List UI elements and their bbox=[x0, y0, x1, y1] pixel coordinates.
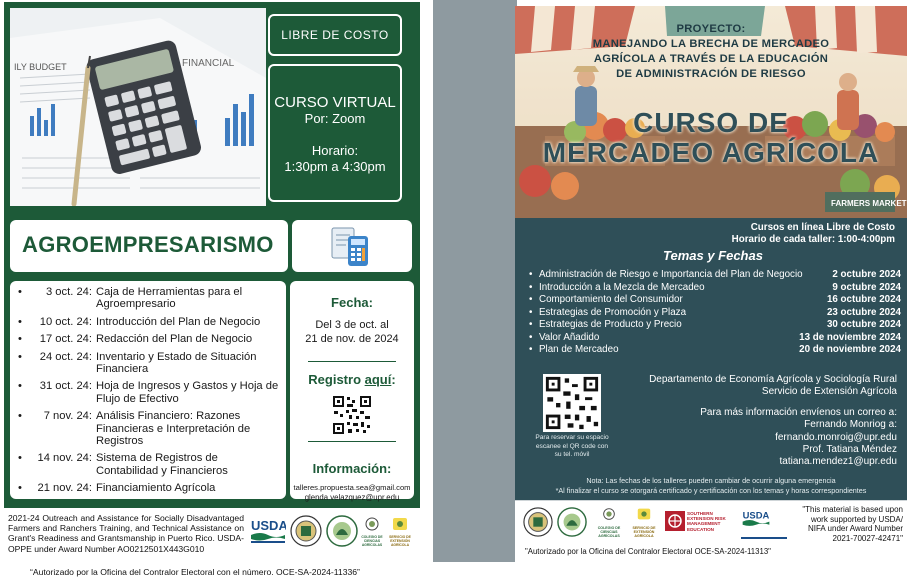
list-item: • Plan de Mercadeo 20 de noviembre 2024 bbox=[529, 344, 901, 355]
topic-name: Comportamiento del Consumidor bbox=[539, 294, 683, 305]
project-header bbox=[515, 22, 907, 82]
qr-caption-line: Para reservar su espacio bbox=[535, 434, 609, 441]
register-link[interactable]: aquí bbox=[364, 372, 392, 387]
srmec-logo-text: SOUTHERN EXTENSION RISK MANAGEMENT EDUCATION bbox=[687, 511, 726, 532]
college-logo-text: COLEGIO DE CIENCIAS AGRÍCOLAS bbox=[361, 535, 383, 547]
topic-date: 2 octubre 2024 bbox=[832, 269, 901, 280]
list-item: • Comportamiento del Consumidor 16 octubre 2024 bbox=[529, 294, 901, 305]
seal-icon bbox=[290, 515, 322, 547]
contact-email[interactable]: tatiana.mendez1@upr.edu bbox=[779, 456, 897, 468]
schedule-time: 1:30pm a 4:30pm bbox=[284, 159, 386, 174]
funding-line: 2021-70027-42471" bbox=[832, 533, 903, 543]
course-title bbox=[515, 108, 907, 168]
funding-statement bbox=[795, 505, 903, 543]
notes bbox=[515, 476, 907, 495]
session-topic: Introducción del Plan de Negocio bbox=[96, 315, 261, 328]
session-date: 7 nov. 24: bbox=[43, 410, 92, 423]
seal-icon bbox=[523, 507, 553, 537]
gray-side-panel bbox=[433, 0, 517, 562]
funding-line: "This material is based upon bbox=[802, 505, 903, 514]
session-list bbox=[16, 286, 282, 495]
date-register-info-box bbox=[290, 281, 414, 502]
qr-code-icon bbox=[543, 374, 601, 432]
agroempresarismo-flyer bbox=[0, 0, 424, 585]
session-date: 10 oct. 24: bbox=[39, 315, 92, 328]
mercadeo-agricola-flyer bbox=[433, 0, 912, 585]
session-topic: Hoja de Ingresos y Gastos y Hoja de Flujo de Efectivo bbox=[96, 380, 279, 405]
project-title-line: DE ADMINISTRACIÓN DE RIESGO bbox=[616, 68, 806, 80]
qr-caption bbox=[525, 434, 619, 460]
list-item: • Estrategias de Producto y Precio 30 octubre 2024 bbox=[529, 319, 901, 330]
list-item bbox=[16, 452, 282, 477]
session-date: 14 nov. 24: bbox=[37, 452, 92, 465]
session-date: 3 oct. 24: bbox=[45, 286, 92, 298]
calculator-document-icon bbox=[292, 220, 412, 272]
certificate-note: *Al finalizar el curso se otorgará certificado y certificación con los temas y horas correspondientes bbox=[555, 485, 867, 495]
project-title-line: AGRÍCOLA A TRAVÉS DE LA EDUCACIÓN bbox=[593, 53, 829, 65]
list-item bbox=[16, 333, 282, 345]
date-heading: Fecha: bbox=[331, 295, 373, 310]
online-free-text: Cursos en línea Libre de Costo bbox=[750, 222, 895, 233]
seal-icon bbox=[557, 507, 587, 537]
course-info-panel bbox=[515, 218, 907, 500]
usda-logo bbox=[250, 517, 286, 552]
project-label: PROYECTO: bbox=[676, 23, 746, 35]
topic-date: 20 de noviembre 2024 bbox=[799, 344, 901, 355]
college-logo-text: COLEGIO DE CIENCIAS AGRÍCOLAS bbox=[597, 526, 621, 538]
funding-line: NIFA under Award Number bbox=[807, 524, 903, 534]
topic-name: Valor Añadido bbox=[539, 331, 600, 343]
photo-budget-text: ILY BUDGET bbox=[14, 62, 67, 72]
topic-name: Estrategias de Producto y Precio bbox=[539, 319, 682, 330]
session-topic: Inventario y Estado de Situación Financiera bbox=[96, 350, 257, 376]
project-title-line: MANEJANDO LA BRECHA DE MERCADEO bbox=[592, 38, 830, 50]
department-info bbox=[649, 374, 897, 469]
qr-caption-line: su tel. móvil bbox=[554, 451, 590, 459]
list-item bbox=[16, 351, 282, 376]
contact-name: Fernando Monriog a: bbox=[804, 419, 897, 431]
schedule-text: Horario de cada taller: 1:00-4:00pm bbox=[731, 234, 895, 245]
topic-date: 9 octubre 2024 bbox=[832, 281, 901, 293]
course-platform: Por: Zoom bbox=[304, 111, 366, 126]
extension-logo-text: SERVICIO DE EXTENSIÓN AGRÍCOLA bbox=[632, 526, 656, 538]
reservation-qr-code[interactable] bbox=[543, 374, 601, 432]
extension-logo-text: SERVICIO DE EXTENSIÓN AGRÍCOLA bbox=[389, 535, 411, 547]
list-item: • Valor Añadido 13 de noviembre 2024 bbox=[529, 331, 901, 343]
session-topic: Análisis Financiero: Razones Financieras e Interpretación de Registros bbox=[96, 410, 251, 448]
session-date: 21 nov. 24: bbox=[37, 482, 92, 495]
extension-seal-icon bbox=[391, 517, 409, 531]
list-item bbox=[16, 316, 282, 328]
list-item bbox=[16, 410, 282, 447]
list-item bbox=[16, 286, 282, 311]
extension-seal-icon bbox=[636, 507, 652, 521]
photo-financial-text: FINANCIAL bbox=[182, 58, 235, 69]
extension-logo bbox=[386, 517, 414, 547]
list-item: • Introducción a la Mezcla de Mercadeo 9 octubre 2024 bbox=[529, 281, 901, 293]
topic-name: Administración de Riesgo e Importancia del Plan de Negocio bbox=[539, 269, 803, 280]
schedule-change-note: Nota: Las fechas de los talleres pueden cambiar de ocurrir alguna emergencia bbox=[586, 476, 836, 485]
usda-nifa-logo bbox=[741, 509, 791, 539]
sponsor-logos bbox=[515, 500, 907, 562]
agricultural-station-seal-logo bbox=[557, 507, 587, 542]
seal-icon bbox=[326, 515, 358, 547]
farmers-market-photo bbox=[515, 6, 907, 218]
date-range-start: Del 3 de oct. al bbox=[315, 319, 389, 331]
session-topic: Sistema de Registros de Contabilidad y Financieros bbox=[96, 452, 228, 477]
register-heading bbox=[290, 372, 414, 387]
university-seal-logo bbox=[523, 507, 553, 542]
qr-code-icon bbox=[332, 395, 372, 435]
register-colon: : bbox=[391, 372, 396, 387]
list-item bbox=[16, 380, 282, 405]
virtual-course-box bbox=[268, 64, 402, 202]
finance-photo-illustration bbox=[10, 8, 266, 206]
svg-text:USDA: USDA bbox=[251, 518, 286, 533]
free-of-charge-badge: LIBRE DE COSTO bbox=[268, 14, 402, 56]
authorization-note: "Autorizado por la Oficina del Contralor Electoral OCE-SA-2024-11313" bbox=[525, 547, 771, 556]
list-item: • Estrategias de Promoción y Plaza 23 octubre 2024 bbox=[529, 306, 901, 318]
topic-date: 16 octubre 2024 bbox=[826, 294, 901, 305]
session-topic: Caja de Herramientas para el Agroempresario bbox=[96, 286, 243, 311]
college-logo bbox=[595, 507, 623, 538]
course-mode: CURSO VIRTUAL bbox=[274, 94, 396, 111]
list-item bbox=[16, 482, 282, 494]
usda-logo-icon bbox=[741, 509, 771, 531]
svg-text:USDA: USDA bbox=[742, 509, 770, 521]
university-seal-logo bbox=[290, 515, 322, 552]
service-name: Servicio de Extensión Agrícola bbox=[761, 386, 897, 398]
topic-name: Introducción a la Mezcla de Mercadeo bbox=[539, 281, 705, 293]
calculator-finance-photo bbox=[10, 8, 266, 206]
topics-heading: Temas y Fechas bbox=[663, 248, 763, 263]
usda-logo-icon bbox=[250, 517, 286, 547]
session-date: 31 oct. 24: bbox=[39, 380, 92, 393]
more-info-text: Para más información envíenos un correo a: bbox=[700, 406, 897, 418]
topic-name: Plan de Mercadeo bbox=[539, 344, 619, 355]
college-seal-icon bbox=[363, 517, 381, 531]
funding-statement: 2021-24 Outreach and Assistance for Socially Disadvantaged Farmers and Ranchers Training, and Technical Assistance on Grant's Readiness and Grantsmanship in Puerto Rico. USDA-OPPE under Award Number AO0212501X443G010 bbox=[8, 513, 244, 554]
page-title: AGROEMPRESARISMO bbox=[22, 232, 274, 257]
info-heading: Información: bbox=[312, 461, 392, 476]
session-date: 17 oct. 24: bbox=[39, 333, 92, 346]
divider bbox=[308, 361, 396, 362]
session-list-box bbox=[10, 281, 286, 499]
topic-name: Estrategias de Promoción y Plaza bbox=[539, 306, 687, 318]
divider bbox=[308, 441, 396, 442]
funding-line: work supported by USDA/ bbox=[810, 514, 903, 524]
session-topic: Redacción del Plan de Negocio bbox=[96, 333, 253, 346]
topic-date: 23 octubre 2024 bbox=[826, 306, 901, 318]
contact-email[interactable]: fernando.monroig@upr.edu bbox=[775, 431, 897, 443]
calculator-icon-box bbox=[292, 220, 412, 272]
contact-email-2[interactable]: glenda.velazquez@upr.edu bbox=[304, 493, 400, 502]
extension-logo bbox=[629, 507, 659, 538]
authorization-note: “Autorizado por la Oficina del Contralor Electoral con el número. OCE-SA-2024-11336” bbox=[30, 567, 360, 577]
course-format bbox=[732, 222, 895, 246]
session-date: 24 oct. 24: bbox=[39, 350, 92, 363]
contact-name: Prof. Tatiana Méndez bbox=[802, 444, 897, 456]
college-logo bbox=[360, 517, 384, 547]
register-label: Registro bbox=[308, 372, 365, 387]
department-name: Departamento de Economía Agrícola y Sociología Rural bbox=[649, 374, 897, 385]
course-title-line: CURSO DE bbox=[633, 107, 789, 138]
date-range-end: 21 de nov. de 2024 bbox=[305, 333, 399, 345]
photo-market-sign: FARMERS MARKET bbox=[831, 199, 907, 208]
srmec-emblem-icon bbox=[665, 511, 685, 531]
logo-underline bbox=[741, 537, 787, 539]
session-topic: Financiamiento Agrícola bbox=[96, 482, 216, 495]
contact-email-1[interactable]: talleres.propuesta.sea@gmail.com bbox=[293, 483, 411, 492]
college-seal-icon bbox=[601, 507, 617, 521]
schedule-label: Horario: bbox=[311, 143, 359, 158]
agricultural-station-seal-logo bbox=[326, 515, 358, 552]
course-title-line: MERCADEO AGRÍCOLA bbox=[542, 137, 880, 168]
register-qr-code[interactable] bbox=[332, 395, 372, 435]
qr-caption-line: escanee el QR code con bbox=[535, 442, 609, 450]
title-box bbox=[10, 220, 288, 272]
topic-date: 30 octubre 2024 bbox=[826, 319, 901, 330]
topic-date: 13 de noviembre 2024 bbox=[799, 331, 901, 343]
list-item: • Administración de Riesgo e Importancia del Plan de Negocio 2 octubre 2024 bbox=[529, 269, 901, 280]
